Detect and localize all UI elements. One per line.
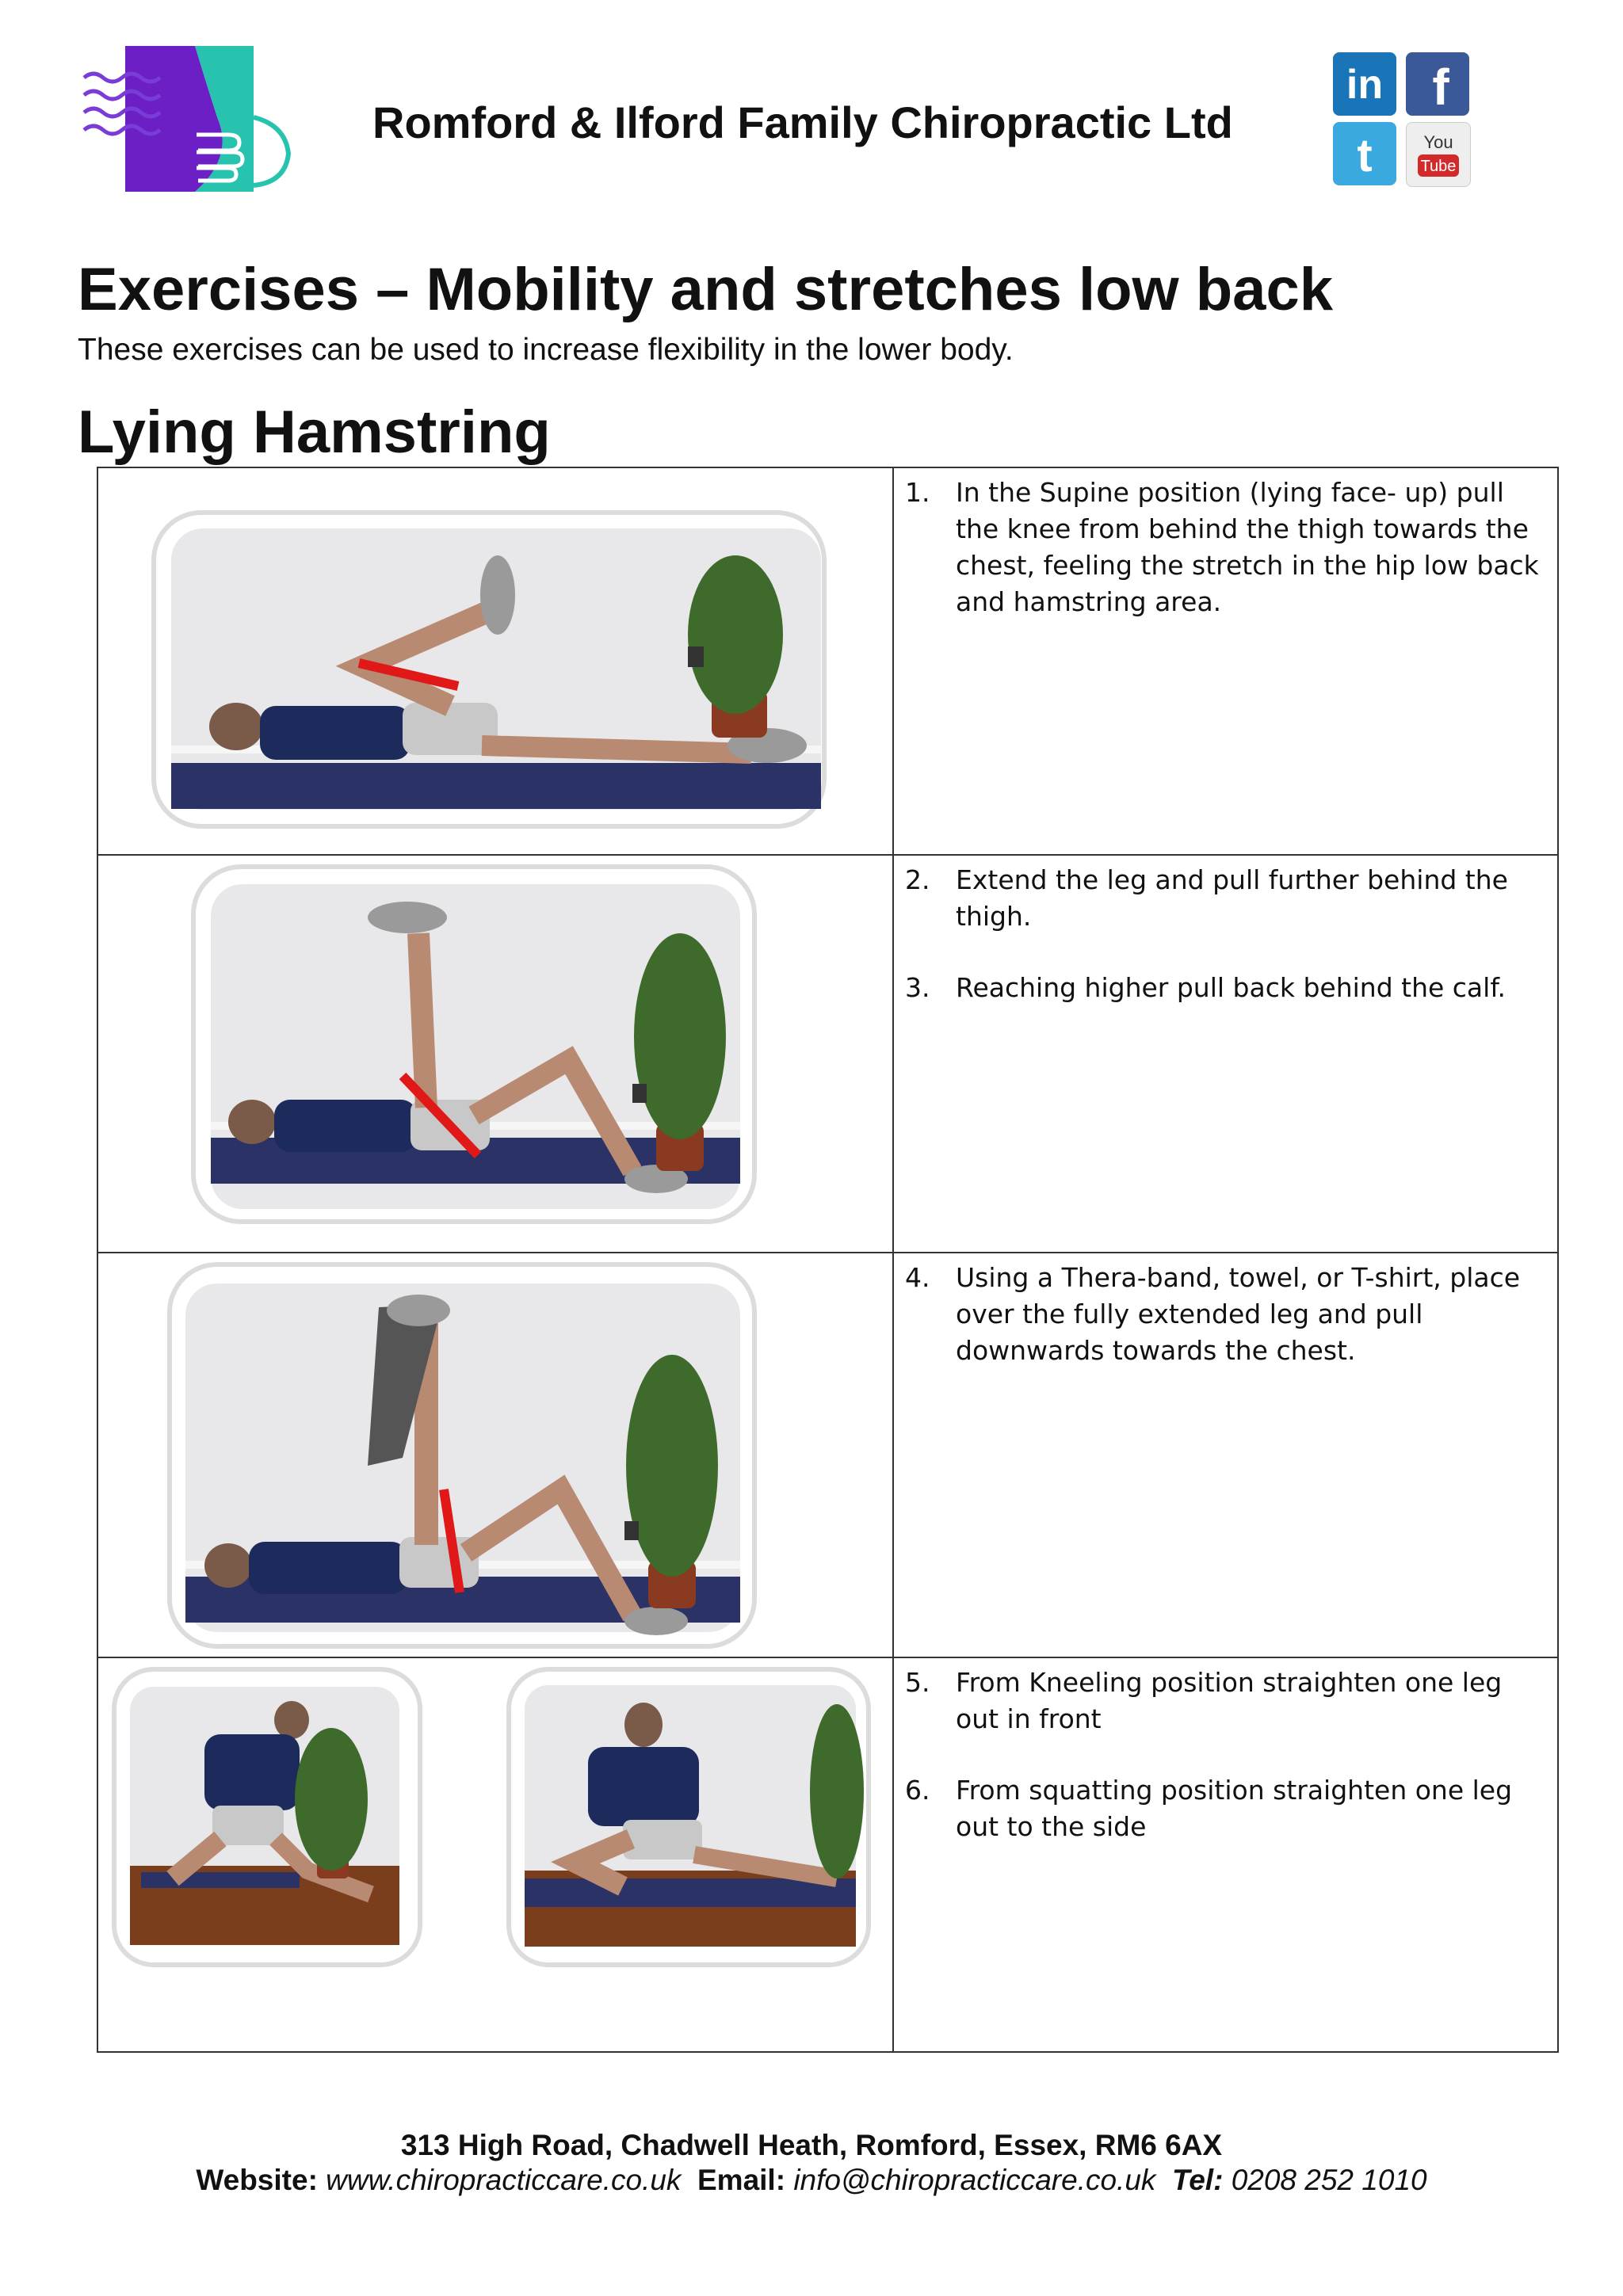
svg-text:You: You bbox=[1423, 132, 1453, 152]
intro-text: These exercises can be used to increase flexibility in the lower body. bbox=[78, 333, 1014, 367]
twitter-icon[interactable] bbox=[1333, 122, 1396, 185]
exercise-row bbox=[97, 1657, 1558, 2052]
facebook-icon[interactable] bbox=[1406, 52, 1469, 116]
tel-label: Tel: bbox=[1171, 2164, 1224, 2196]
page-title: Exercises – Mobility and stretches low back bbox=[78, 256, 1333, 323]
exercise-photo-kneeling bbox=[109, 1665, 425, 1970]
photo-cell bbox=[97, 855, 893, 1253]
website-label: Website: bbox=[196, 2164, 318, 2196]
company-logo bbox=[78, 46, 301, 196]
step-text: Using a Thera-band, towel, or T-shirt, place over the fully extended leg and pull downwards towards the chest. bbox=[956, 1262, 1521, 1366]
step-number: 2. bbox=[905, 864, 930, 895]
email-link[interactable]: info@chiropracticcare.co.uk bbox=[793, 2164, 1156, 2196]
tel-number[interactable]: 0208 252 1010 bbox=[1231, 2164, 1427, 2196]
exercise-photo-band-stretch bbox=[165, 1260, 759, 1651]
instruction-cell bbox=[893, 467, 1558, 855]
step-list bbox=[905, 862, 1546, 1006]
step-text: From Kneeling position straighten one leg out in front bbox=[956, 1667, 1503, 1734]
exercise-photo-leg-extend bbox=[189, 862, 759, 1226]
exercise-table bbox=[97, 467, 1559, 2053]
svg-text:in: in bbox=[1346, 62, 1384, 108]
step-text: Extend the leg and pull further behind the thigh. bbox=[956, 864, 1508, 932]
exercise-photo-squatting bbox=[504, 1665, 873, 1970]
svg-text:f: f bbox=[1432, 59, 1449, 116]
website-link[interactable]: www.chiropracticcare.co.uk bbox=[326, 2164, 682, 2196]
step-item bbox=[905, 1772, 1546, 1845]
step-item bbox=[905, 1665, 1546, 1737]
step-number: 1. bbox=[905, 477, 930, 508]
step-list bbox=[905, 475, 1546, 620]
step-number: 4. bbox=[905, 1262, 930, 1293]
photo-cell bbox=[97, 1657, 893, 2052]
instruction-cell bbox=[893, 1657, 1558, 2052]
step-text: Reaching higher pull back behind the calf. bbox=[956, 972, 1507, 1003]
photo-cell bbox=[97, 1253, 893, 1657]
svg-text:Tube: Tube bbox=[1420, 158, 1457, 175]
step-list bbox=[905, 1260, 1546, 1369]
step-list bbox=[905, 1665, 1546, 1845]
step-number: 6. bbox=[905, 1775, 930, 1806]
step-number: 5. bbox=[905, 1667, 930, 1698]
footer-contact bbox=[0, 2164, 1623, 2197]
section-title: Lying Hamstring bbox=[78, 399, 551, 466]
step-item bbox=[905, 970, 1546, 1006]
step-text: From squatting position straighten one leg out to the side bbox=[956, 1775, 1513, 1842]
svg-text:t: t bbox=[1357, 130, 1373, 181]
linkedin-icon[interactable] bbox=[1333, 52, 1396, 116]
exercise-row bbox=[97, 1253, 1558, 1657]
step-item bbox=[905, 475, 1546, 620]
youtube-icon[interactable] bbox=[1406, 122, 1471, 187]
exercise-row bbox=[97, 467, 1558, 855]
step-item bbox=[905, 862, 1546, 935]
exercise-photo-knee-to-chest bbox=[149, 508, 829, 831]
step-text: In the Supine position (lying face- up) pull the knee from behind the thigh towards the chest, feeling the stretch in the hip low back and hamstring area. bbox=[956, 477, 1539, 617]
footer-address: 313 High Road, Chadwell Heath, Romford, Essex, RM6 6AX bbox=[400, 2129, 1223, 2161]
social-icons bbox=[1333, 52, 1472, 189]
company-name: Romford & Ilford Family Chiropractic Ltd bbox=[372, 97, 1233, 147]
photo-cell bbox=[97, 467, 893, 855]
instruction-cell bbox=[893, 855, 1558, 1253]
step-item bbox=[905, 1260, 1546, 1369]
email-label: Email: bbox=[697, 2164, 786, 2196]
step-number: 3. bbox=[905, 972, 930, 1003]
instruction-cell bbox=[893, 1253, 1558, 1657]
exercise-row bbox=[97, 855, 1558, 1253]
